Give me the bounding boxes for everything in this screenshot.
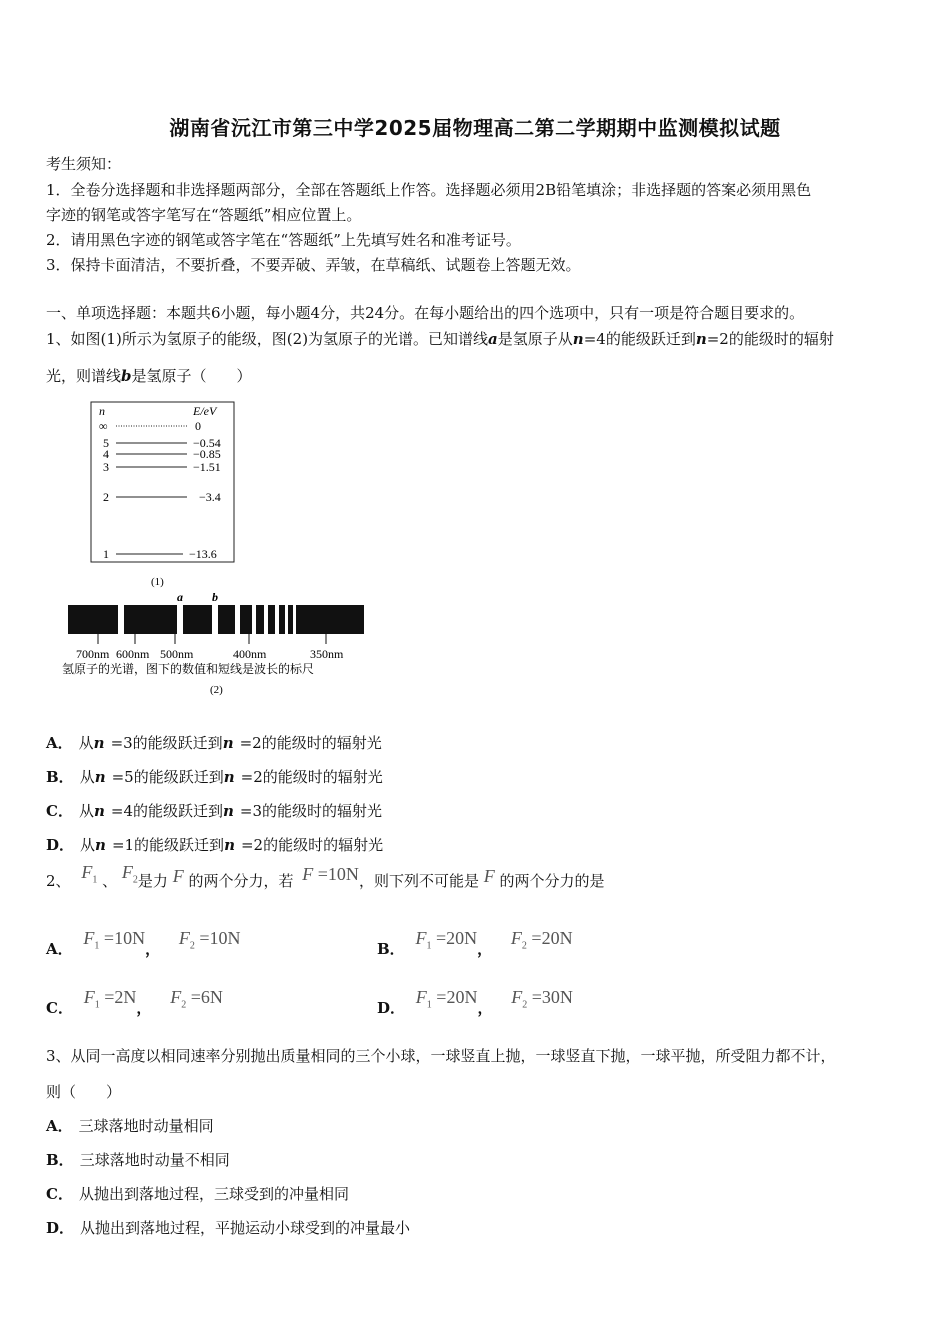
var-n: n — [223, 802, 234, 820]
q3-stem-line1: 3、从同一高度以相同速率分别抛出质量相同的三个小球，一球竖直上抛，一球竖直下抛，一球平抛，所受阻力都不计， — [46, 1047, 836, 1065]
f2-value — [510, 928, 573, 952]
option-letter: C． — [46, 999, 73, 1017]
subscript: 1 — [94, 940, 100, 952]
hydrogen-spectrum — [60, 588, 370, 700]
spectrum-band — [183, 605, 212, 634]
text: =3的能级时的辐射光 — [239, 802, 383, 820]
q3-stem-line2: 则（ ） — [46, 1083, 122, 1101]
var-n: n — [93, 802, 105, 820]
text: 1、如图(1)所示为氢原子的能级，图(2)为氢原子的光谱。已知谱线 — [46, 330, 489, 348]
level-4 — [103, 447, 221, 461]
q1-option-c[interactable] — [46, 800, 382, 821]
level-3 — [103, 460, 221, 474]
q3-option-a[interactable] — [46, 1115, 214, 1136]
q2-option-a[interactable] — [46, 928, 241, 958]
text: =4的能级跃迁到 — [110, 802, 223, 820]
spectrum-band — [68, 605, 118, 634]
f1-value — [83, 928, 146, 952]
f2-value — [178, 928, 241, 952]
text: ，则下列不可能是 — [358, 872, 479, 890]
value: =6N — [190, 987, 223, 1007]
text: 从 — [78, 802, 94, 820]
var-n: n — [95, 836, 106, 854]
var-n: n — [224, 836, 235, 854]
text: =4的能级跃迁到 — [583, 330, 696, 348]
value: =20N — [436, 987, 478, 1007]
option-letter: D． — [46, 836, 75, 854]
var-f: F — [302, 864, 314, 884]
option-text: 从抛出到落地过程，三球受到的冲量相同 — [78, 1185, 349, 1203]
f1-value — [83, 987, 137, 1011]
value: =20N — [531, 928, 573, 948]
var-f: F — [483, 866, 495, 886]
subscript: 1 — [94, 999, 100, 1011]
option-letter: B． — [46, 1151, 74, 1169]
text: =2的能级时的辐射光 — [240, 768, 383, 786]
subscript: 2 — [522, 999, 528, 1011]
diagram-frame — [91, 402, 234, 562]
option-letter: A． — [46, 734, 73, 752]
spectrum-band — [279, 605, 285, 634]
q1-option-a[interactable] — [46, 732, 382, 753]
subscript: 1 — [426, 940, 432, 952]
text: 从 — [80, 836, 96, 854]
var-n: n — [222, 734, 234, 752]
spectrum-note: 氢原子的光谱，图下的数值和短线是波长的标尺 — [62, 662, 315, 676]
spectrum-bands — [68, 605, 364, 634]
question-number: 2、 — [46, 872, 71, 890]
level-energy: −0.85 — [193, 447, 221, 461]
notice-item: 字迹的钢笔或答字笔写在“答题纸”相应位置上。 — [46, 206, 362, 224]
text: 、 — [102, 872, 118, 890]
notice-heading: 考生须知： — [46, 155, 122, 173]
f2-value — [511, 987, 573, 1011]
var-f: F — [172, 866, 184, 886]
page-title: 湖南省沅江市第三中学2025届物理高二第二学期期中监测模拟试题 — [169, 116, 781, 140]
spectrum-band — [288, 605, 293, 634]
q2-option-c[interactable] — [46, 987, 223, 1017]
q2-option-d[interactable] — [377, 987, 573, 1017]
spectrum-band — [218, 605, 235, 634]
text: 的两个分力的是 — [499, 872, 605, 890]
level-n: ∞ — [99, 419, 108, 433]
level-n: 5 — [103, 436, 109, 450]
var-f: F — [511, 987, 523, 1007]
tick-label: 350nm — [310, 647, 344, 661]
text: 的两个分力，若 — [188, 872, 294, 890]
text: ， — [136, 999, 152, 1017]
value: =20N — [435, 928, 478, 948]
var-n: n — [223, 768, 235, 786]
value: =10N — [317, 864, 359, 884]
subscript: 2 — [521, 940, 527, 952]
var-f: F — [415, 987, 427, 1007]
energy-level-diagram — [85, 396, 245, 588]
var-f: F — [415, 928, 427, 948]
line-b-label: b — [212, 590, 218, 604]
var-f: F — [81, 862, 93, 882]
f2-value — [170, 987, 223, 1011]
q3-option-b[interactable] — [46, 1149, 230, 1170]
var-f: F — [178, 928, 190, 948]
text: =1的能级跃迁到 — [111, 836, 225, 854]
f1-value — [415, 987, 478, 1011]
option-letter: B． — [377, 940, 405, 958]
spectrum-band — [296, 605, 364, 634]
var-n: n — [572, 330, 584, 348]
level-inf — [99, 419, 201, 433]
option-letter: B． — [46, 768, 74, 786]
text: 是氢原子从 — [497, 330, 573, 348]
tick-label: 400nm — [233, 647, 267, 661]
var-f: F — [121, 862, 133, 882]
f2-symbol — [121, 862, 138, 886]
subscript: 1 — [426, 999, 432, 1011]
section-heading: 一、单项选择题：本题共6小题，每小题4分，共24分。在每小题给出的四个选项中，只有一项是符合题目要求的。 — [46, 304, 805, 322]
level-energy: −13.6 — [189, 547, 217, 561]
var-n: n — [93, 734, 105, 752]
text: ， — [477, 940, 493, 958]
f-symbol — [173, 866, 184, 886]
q1-option-b[interactable] — [46, 766, 383, 787]
subscript: 1 — [92, 874, 98, 886]
option-letter: D． — [377, 999, 406, 1017]
energy-axis-label: E/eV — [193, 404, 217, 418]
level-n: 2 — [103, 490, 109, 504]
q2-stem — [46, 862, 605, 894]
q1-stem-line1 — [46, 328, 834, 349]
tick-label: 500nm — [160, 647, 194, 661]
option-letter: D． — [46, 1219, 75, 1237]
scale-ticks — [98, 634, 326, 644]
text: ， — [145, 940, 161, 958]
value: =10N — [199, 928, 241, 948]
level-energy: −1.51 — [193, 460, 221, 474]
tick-label: 600nm — [116, 647, 150, 661]
f1-value — [415, 928, 478, 952]
f1-symbol — [81, 862, 98, 886]
text: =5的能级跃迁到 — [111, 768, 224, 786]
var-a: a — [488, 330, 498, 348]
text: =2的能级时的辐射 — [706, 330, 834, 348]
level-n: 3 — [103, 460, 109, 474]
q3-option-c[interactable] — [46, 1183, 349, 1204]
level-energy: −3.4 — [199, 490, 221, 504]
value: =30N — [531, 987, 573, 1007]
level-energy: −0.54 — [193, 436, 221, 450]
option-text: 三球落地时动量相同 — [78, 1117, 214, 1135]
var-f: F — [510, 928, 522, 948]
option-letter: A． — [46, 1117, 73, 1135]
var-b: b — [121, 367, 132, 385]
text: =3的能级跃迁到 — [110, 734, 223, 752]
q2-option-b[interactable] — [377, 928, 573, 958]
text: 从 — [78, 734, 94, 752]
level-energy: 0 — [195, 419, 201, 433]
subscript: 2 — [132, 874, 138, 886]
figure-caption: (2) — [210, 684, 223, 696]
level-n: 1 — [103, 547, 109, 561]
spectrum-band — [256, 605, 264, 634]
q1-option-d[interactable] — [46, 834, 383, 855]
spectrum-band — [240, 605, 252, 634]
option-letter: C． — [46, 1185, 73, 1203]
q3-option-d[interactable] — [46, 1217, 410, 1238]
subscript: 2 — [189, 940, 195, 952]
text: =2的能级时的辐射光 — [239, 734, 382, 752]
level-2 — [103, 490, 221, 504]
text: ， — [477, 999, 493, 1017]
subscript: 2 — [181, 999, 187, 1011]
notice-item: 1．全卷分选择题和非选择题两部分，全部在答题纸上作答。选择题必须用2B铅笔填涂；非选择题的答案必须用黑色 — [46, 181, 812, 199]
option-text: 从抛出到落地过程，平抛运动小球受到的冲量最小 — [80, 1219, 411, 1237]
q1-stem-line2 — [46, 365, 252, 386]
text: 是氢原子（ ） — [131, 367, 252, 385]
var-f: F — [83, 928, 95, 948]
spectrum-band — [268, 605, 275, 634]
value: =10N — [103, 928, 146, 948]
level-1 — [103, 547, 217, 561]
text: 光，则谱线 — [46, 367, 122, 385]
option-text: 三球落地时动量不相同 — [79, 1151, 230, 1169]
line-a-label: a — [177, 590, 183, 604]
var-n: n — [695, 330, 707, 348]
spectrum-band — [124, 605, 177, 634]
option-letter: C． — [46, 802, 73, 820]
notice-item: 3．保持卡面清洁，不要折叠，不要弄破、弄皱，在草稿纸、试题卷上答题无效。 — [46, 256, 581, 274]
notice-item: 2．请用黑色字迹的钢笔或答字笔在“答题纸”上先填写姓名和准考证号。 — [46, 231, 521, 249]
n-axis-label: n — [99, 404, 105, 418]
text: 从 — [79, 768, 95, 786]
level-n: 4 — [103, 447, 109, 461]
tick-label: 700nm — [76, 647, 110, 661]
f-equation — [302, 864, 359, 884]
f-symbol — [484, 866, 495, 886]
var-n: n — [94, 768, 106, 786]
var-f: F — [83, 987, 95, 1007]
text: =2的能级时的辐射光 — [240, 836, 384, 854]
text: 是力 — [137, 872, 168, 890]
value: =2N — [104, 987, 137, 1007]
option-letter: A． — [46, 940, 73, 958]
var-f: F — [170, 987, 182, 1007]
figure-caption: (1) — [151, 576, 164, 588]
